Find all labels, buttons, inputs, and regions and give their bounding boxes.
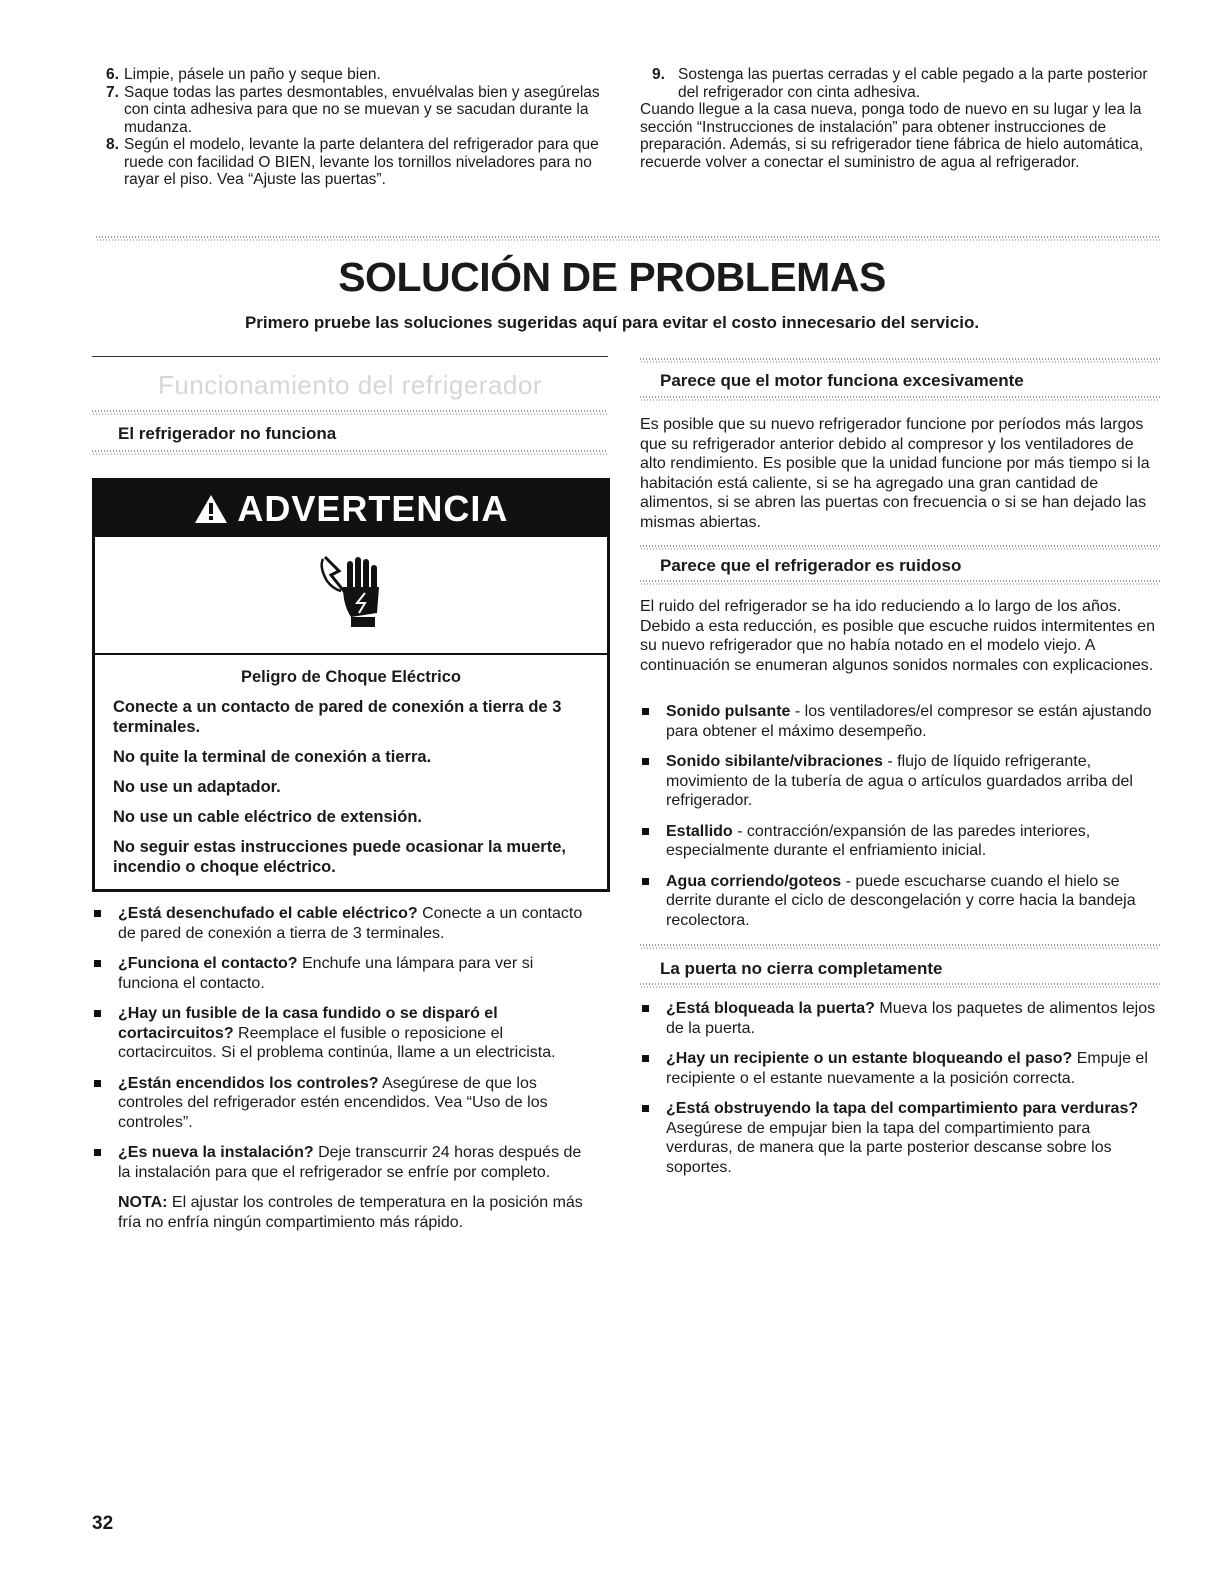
hazard-label: Peligro de Choque Eléctrico [240,668,462,686]
list-item: ¿Funciona el contacto? Enchufe una lámpara para ver si funciona el contacto. [92,954,592,993]
list-item: ¿Hay un recipiente o un estante bloqueando el paso? Empuje el recipiente o el estante nuevamente a la posición correcta. [640,1049,1160,1088]
warning-line: No quite la terminal de conexión a tierra. [113,748,432,766]
list-item: ¿Es nueva la instalación? Deje transcurrir 24 horas después de la instalación para que el refrigerador se enfríe por completo. [92,1143,592,1182]
warning-box [92,478,610,892]
shock-hazard-area [95,537,607,655]
warning-line: No use un adaptador. [113,778,281,796]
page-subtitle: Primero pruebe las soluciones sugeridas aquí para evitar el costo innecesario del servicio. [244,313,980,332]
list-item: Estallido - contracción/expansión de las paredes interiores, especialmente durante el enfriamiento inicial. [640,822,1160,861]
move-paragraph: Cuando llegue a la casa nueva, ponga todo de nuevo en su lugar y lea la sección “Instrucciones de instalación” para obtener instrucciones de preparación. Además, si su refrigerador tiene fábrica de hielo automática, recuerde volver a conectar el suministro de agua al refrigerador. [640,101,1144,171]
list-item: Sonido pulsante - los ventiladores/el compresor se están ajustando para obtener el máximo desempeño. [640,702,1160,741]
divider [640,944,1160,949]
bullet-square-icon [94,1080,101,1087]
list-item: 6. Limpie, pásele un paño y seque bien. [106,66,381,83]
note: NOTA: El ajustar los controles de temperatura en la posición más fría no enfría ningún compartimiento más rápido. [118,1194,583,1231]
subhead-motor: Parece que el motor funciona excesivamente [660,371,1024,390]
bullet-square-icon [642,878,649,885]
door-list [640,999,1160,1188]
divider [640,580,1160,585]
bullet-square-icon [94,910,101,917]
page-number: 32 [92,1513,114,1534]
divider [92,356,608,357]
divider [92,450,608,455]
electric-shock-hand-icon [317,551,387,631]
divider [92,410,608,415]
divider [640,358,1160,363]
warning-line: Conecte a un contacto de pared de conexión a tierra de 3 terminales. [113,698,562,736]
bullet-square-icon [94,960,101,967]
bullet-square-icon [94,1010,101,1017]
warning-line: No use un cable eléctrico de extensión. [113,808,423,826]
bullet-square-icon [642,758,649,765]
warning-banner: ADVERTENCIA [95,481,607,537]
list-item: ¿Está bloqueada la puerta? Mueva los paquetes de alimentos lejos de la puerta. [640,999,1160,1038]
top-left-list [100,66,600,189]
bullet-square-icon [642,1055,649,1062]
warning-text [95,655,607,877]
list-item: ¿Está desenchufado el cable eléctrico? Conecte a un contacto de pared de conexión a tierra de 3 terminales. [92,904,592,943]
warning-triangle-icon [194,488,238,529]
divider [640,545,1160,550]
bullet-square-icon [642,1005,649,1012]
warning-line: No seguir estas instrucciones puede ocasionar la muerte, incendio o choque eléctrico. [113,838,566,876]
list-item: ¿Están encendidos los controles? Asegúrese de que los controles del refrigerador estén encendidos. Vea “Uso de los controles”. [92,1074,592,1133]
divider [96,236,1160,241]
motor-paragraph: Es posible que su nuevo refrigerador funcione por períodos más largos que su refrigerador anterior debido al compresor y los ventiladores de alto rendimiento. Es posible que la unidad funcione por más tiempo si la habitación está caliente, si se ha agregado una gran cantidad de alimentos, si se abren las puertas con frecuencia o si se han dejado las mismas abiertas. [640,416,1150,531]
list-item: ¿Hay un fusible de la casa fundido o se disparó el cortacircuitos? Reemplace el fusible o reposicione el cortacircuitos. Si el problema continúa, llame a un electricista. [92,1004,592,1063]
list-item: 9. Sostenga las puertas cerradas y el cable pegado a la parte posterior del refrigerador con cinta adhesiva. [652,66,1148,101]
list-item: ¿Está obstruyendo la tapa del compartimiento para verduras? Asegúrese de empujar bien la tapa del compartimiento para verduras, de manera que la parte posterior descanse sobre los soportes. [640,1099,1160,1177]
section-heading: Funcionamiento del refrigerador [157,370,543,400]
list-item: Agua corriendo/goteos - puede escucharse cuando el hielo se derrite durante el ciclo de descongelación y corre hacia la bandeja recolectora. [640,872,1160,931]
subhead-door: La puerta no cierra completamente [660,959,943,978]
noise-paragraph: El ruido del refrigerador se ha ido reduciendo a lo largo de los años. Debido a esta reducción, es posible que escuche ruidos intermitentes en su nuevo refrigerador que no había notado en el modelo viejo. A continuación se enumeran algunos sonidos normales con explicaciones. [640,598,1155,674]
subhead-noise: Parece que el refrigerador es ruidoso [660,556,962,575]
divider [640,983,1160,988]
bullet-square-icon [642,1105,649,1112]
noise-list [640,702,1160,941]
list-item: 8. Según el modelo, levante la parte delantera del refrigerador para que ruede con facilidad O BIEN, levante los tornillos niveladores para no rayar el piso. Vea “Ajuste las puertas”. [106,136,599,188]
not-working-checklist [92,904,592,1232]
list-item: 7. Saque todas las partes desmontables, envuélvalas bien y asegúrelas con cinta adhesiva para que no se muevan y se sacudan durante la mudanza. [106,83,600,136]
page-title: SOLUCIÓN DE PROBLEMAS [338,254,886,300]
subhead-not-working: El refrigerador no funciona [118,424,337,443]
bullet-square-icon [642,708,649,715]
top-right-block [640,66,1160,171]
bullet-square-icon [642,828,649,835]
bullet-square-icon [94,1149,101,1156]
list-item: Sonido sibilante/vibraciones - flujo de líquido refrigerante, movimiento de la tubería de agua o artículos guardados arriba del refrigerador. [640,752,1160,811]
divider [640,396,1160,401]
